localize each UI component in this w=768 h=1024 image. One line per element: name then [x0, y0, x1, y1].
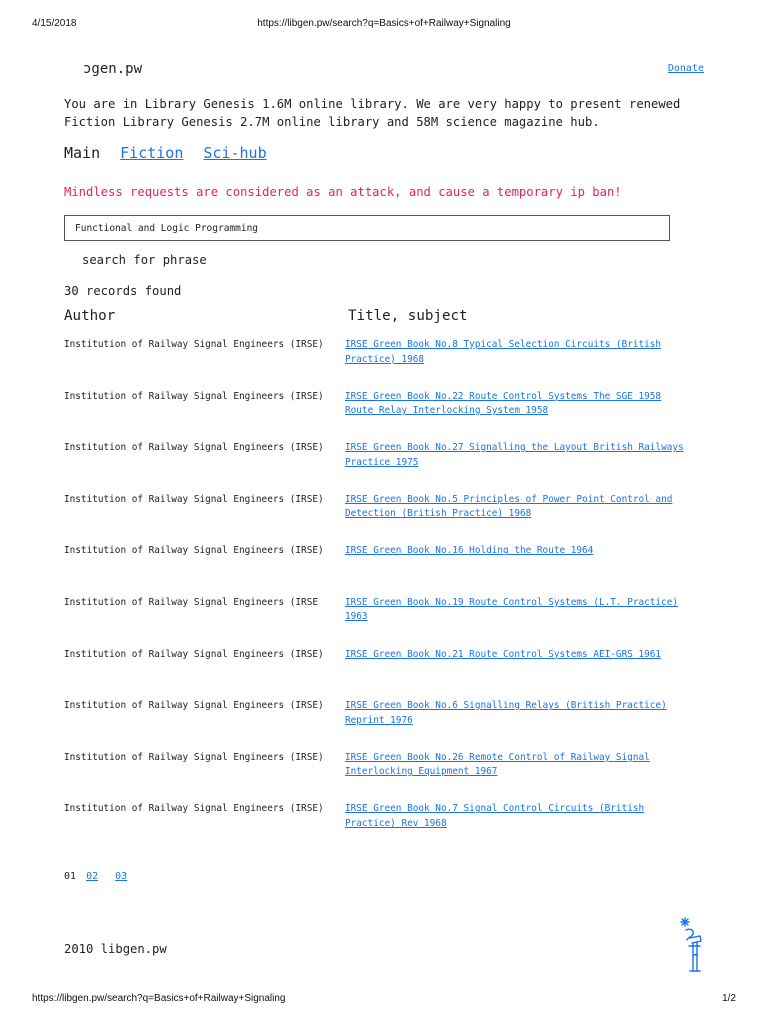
result-author: Institution of Railway Signal Engineers (IRSE) — [64, 751, 324, 763]
pagination — [64, 871, 138, 882]
search-input[interactable]: Functional and Logic Programming — [64, 215, 670, 241]
print-footer-url: https://libgen.pw/search?q=Basics+of+Railway+Signaling — [32, 993, 286, 1004]
table-row — [64, 390, 704, 442]
result-author: Institution of Railway Signal Engineers (IRSE) — [64, 339, 324, 350]
table-row — [64, 493, 704, 545]
result-author: Institution of Railway Signal Engineers (IRSE) — [64, 803, 324, 815]
result-author: Institution of Railway Signal Engineers (IRSE — [64, 596, 318, 608]
result-title-link[interactable]: IRSE Green Book No.27 Signalling the Layout British Railways Practice 1975 — [345, 442, 684, 468]
result-author: Institution of Railway Signal Engineers (IRSE) — [64, 493, 324, 505]
search-phrase-label[interactable]: search for phrase — [82, 253, 207, 267]
result-author: Institution of Railway Signal Engineers (IRSE) — [64, 700, 324, 712]
intro-text — [64, 95, 704, 131]
result-author: Institution of Railway Signal Engineers (IRSE) — [64, 442, 324, 454]
print-header — [0, 18, 768, 32]
result-title-link[interactable]: IRSE Green Book No.8 Typical Selection Circuits (British Practice) 1968 — [345, 339, 662, 365]
result-title-link[interactable]: IRSE Green Book No.26 Remote Control of Railway Signal Interlocking Equipment 1967 — [345, 751, 650, 778]
result-title-link[interactable]: IRSE Green Book No.7 Signal Control Circuits (British Practice) Rev 1968 — [345, 803, 645, 829]
table-row — [64, 802, 704, 854]
title-column-header: Title, subject — [348, 308, 468, 324]
result-author: Institution of Railway Signal Engineers (IRSE) — [64, 648, 324, 660]
result-title-link[interactable]: IRSE Green Book No.6 Signalling Relays (British Practice) Reprint 1976 — [345, 700, 667, 726]
table-row — [64, 338, 704, 390]
nav-main[interactable]: Main — [64, 144, 101, 162]
print-date: 4/15/2018 — [32, 18, 77, 29]
table-row — [64, 699, 704, 751]
nav-fiction-link[interactable]: Fiction — [120, 144, 184, 162]
table-row — [64, 544, 704, 596]
result-author: Institution of Railway Signal Engineers (IRSE) — [64, 390, 324, 402]
print-footer — [0, 993, 768, 1007]
print-page-number: 1/2 — [722, 993, 736, 1004]
donate-link[interactable]: Donate — [667, 63, 704, 74]
pagination-page-link[interactable]: 02 — [86, 871, 99, 882]
result-title-link[interactable]: IRSE Green Book No.5 Principles of Power Point Control and Detection (British Practice) 1968 — [345, 493, 673, 520]
result-title-link[interactable]: IRSE Green Book No.22 Route Control Systems The SGE 1958 Route Relay Interlocking System 1958 — [345, 390, 662, 417]
pagination-current-page: 01 — [64, 871, 77, 882]
results-table — [64, 338, 704, 854]
ban-warning: Mindless requests are considered as an attack, and cause a temporary ip ban! — [64, 185, 622, 199]
intro-line-2: Fiction Library Genesis 2.7M online library and 58M science magazine hub. — [64, 115, 600, 129]
table-row — [64, 441, 704, 493]
table-row — [64, 596, 704, 648]
main-nav — [64, 144, 278, 162]
records-count: 30 records found — [64, 284, 182, 298]
site-logo[interactable]: ɔgen.pw — [83, 61, 143, 77]
result-author: Institution of Railway Signal Engineers (IRSE) — [64, 545, 324, 557]
author-column-header: Author — [64, 308, 116, 324]
footer-copyright: 2010 libgen.pw — [64, 942, 167, 956]
table-row — [64, 751, 704, 803]
result-title-link[interactable]: IRSE Green Book No.16 Holding the Route 1964 — [345, 545, 594, 557]
pagination-page-link[interactable]: 03 — [115, 871, 128, 882]
intro-line-1: You are in Library Genesis 1.6M online library. We are very happy to present renewed — [64, 97, 681, 111]
table-row — [64, 648, 704, 700]
result-title-link[interactable]: IRSE Green Book No.21 Route Control Systems AEI-GRS 1961 — [345, 648, 662, 660]
print-url: https://libgen.pw/search?q=Basics+of+Railway+Signaling — [257, 18, 511, 29]
result-title-link[interactable]: IRSE Green Book No.19 Route Control Systems (L.T. Practice) 1963 — [345, 596, 679, 623]
nav-scihub-link[interactable]: Sci-hub — [203, 144, 267, 162]
libgen-emblem-icon — [676, 916, 710, 974]
